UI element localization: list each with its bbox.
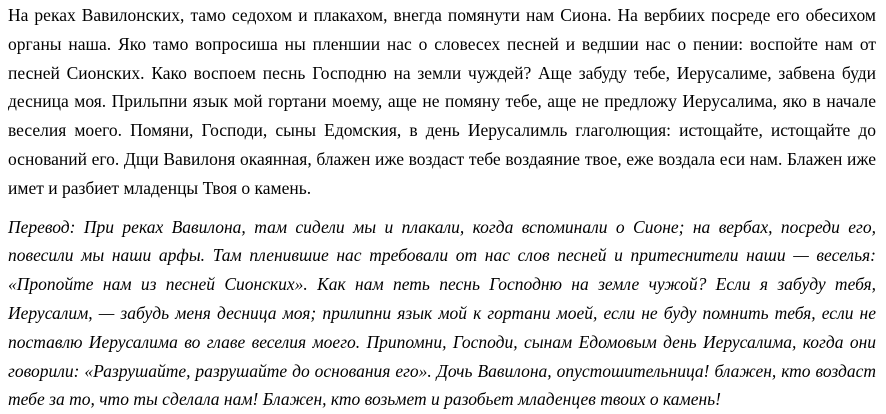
psalm-church-slavonic-text: На реках Вавилонских, тамо седохом и плакахом, внегда помянути нам Сиона. На вербиих посреде его обесихом органы наша. Яко тамо вопросиша ны пленшии нас о словесех песней и ведшии нас о пении: воспойте нам от песней Сионских. Како воспоем песнь Господню на земли чуждей? Аще забуду тебе, Иерусалиме, забвена буди десница моя. Прильпни язык мой гортани моему, аще не помяну тебе, аще не предложу Иерусалима, яко в начале веселия моего. Помяни, Господи, сыны Едомския, в день Иерусалимль глаголющия: истощайте, истощайте до оснований его. Дщи Вавилоня окаянная, блажен иже воздаст тебе воздаяние твое, еже воздала еси нам. Блажен иже имет и разбиет младенцы Твоя о камень. bbox=[8, 5, 876, 198]
psalm-russian-translation-text: Перевод: При реках Вавилона, там сидели мы и плакали, когда вспоминали о Сионе; на вербах, посреди его, повесили мы наши арфы. Там пленившие нас требовали от нас слов песней и притеснители наши — веселья: «Пропойте нам из песней Сионских». Как нам петь песнь Господню на земле чужой? Если я забуду тебя, Иерусалим, — забудь меня десница моя; прилипни язык мой к гортани моей, если не буду помнить тебя, если не поставлю Иерусалима во главе веселия моего. Припомни, Господи, сынам Едомовым день Иерусалима, когда они говорили: «Разрушайте, разрушайте до основания его». Дочь Вавилона, опустошительница! блажен, кто воздаст тебе за то, что ты сделала нам! Блажен, кто возьмет и разобьет младенцев твоих о камень! bbox=[8, 216, 876, 410]
